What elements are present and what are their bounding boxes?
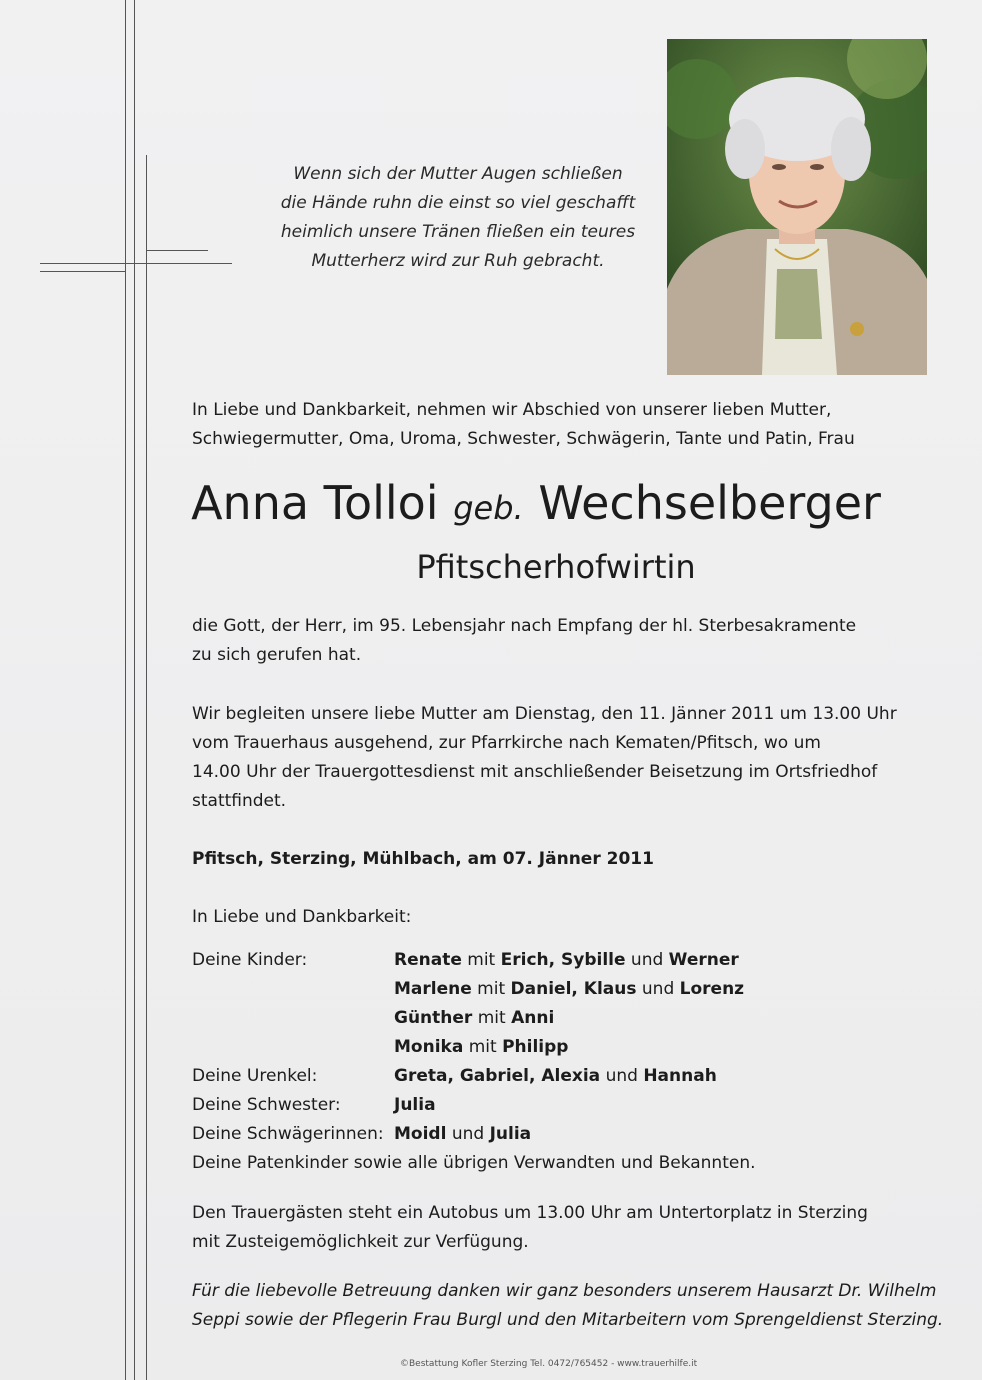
patenkinder-line: Deine Patenkinder sowie alle übrigen Verwandten und Bekannten. xyxy=(192,1153,756,1173)
kinder-row: Marlene mit Daniel, Klaus und Lorenz xyxy=(394,979,745,999)
poem-line: Wenn sich der Mutter Augen schließen xyxy=(293,164,623,184)
deceased-name xyxy=(0,473,982,538)
portrait-photo xyxy=(667,39,927,375)
funeral-line: stattfindet. xyxy=(192,791,287,811)
death-line: zu sich gerufen hat. xyxy=(192,645,362,665)
kinder-label: Deine Kinder: xyxy=(192,950,308,970)
funeral-line: 14.00 Uhr der Trauergottesdienst mit anschließender Beisetzung im Ortsfriedhof xyxy=(192,762,878,782)
urenkel-label: Deine Urenkel: xyxy=(192,1066,318,1086)
schwaegerinnen-label: Deine Schwägerinnen: xyxy=(192,1124,384,1144)
intro-text xyxy=(192,396,855,454)
funeral-line: vom Trauerhaus ausgehend, zur Pfarrkirche nach Kematen/Pfitsch, wo um xyxy=(192,733,821,753)
thanks-line: Seppi sowie der Pflegerin Frau Burgl und den Mitarbeitern vom Sprengeldienst Sterzing. xyxy=(192,1310,944,1330)
kinder-row: Günther mit Anni xyxy=(394,1008,555,1028)
intro-line: Schwiegermutter, Oma, Uroma, Schwester, Schwägerin, Tante und Patin, Frau xyxy=(192,429,855,449)
intro-line: In Liebe und Dankbarkeit, nehmen wir Abschied von unserer lieben Mutter, xyxy=(192,400,832,420)
bus-text xyxy=(192,1199,868,1257)
bus-line: Den Trauergästen steht ein Autobus um 13.00 Uhr am Untertorplatz in Sterzing xyxy=(192,1203,868,1223)
kinder-row: Renate mit Erich, Sybille und Werner xyxy=(394,950,739,970)
birth-prefix: geb. xyxy=(453,489,524,527)
poem-line: die Hände ruhn die einst so viel geschafft xyxy=(280,193,636,213)
schwester-label: Deine Schwester: xyxy=(192,1095,341,1115)
footer-imprint: ©Bestattung Kofler Sterzing Tel. 0472/765452 - www.trauerhilfe.it xyxy=(400,1359,698,1369)
deceased-title: Pfitscherhofwirtin xyxy=(416,548,696,586)
deceased-first-last: Anna Tolloi xyxy=(191,476,439,530)
place-date: Pfitsch, Sterzing, Mühlbach, am 07. Jänner 2011 xyxy=(192,849,654,869)
poem-line: Mutterherz wird zur Ruh gebracht. xyxy=(311,251,605,271)
schwester-value: Julia xyxy=(394,1095,436,1115)
death-line: die Gott, der Herr, im 95. Lebensjahr nach Empfang der hl. Sterbesakramente xyxy=(192,616,857,636)
bus-line: mit Zusteigemöglichkeit zur Verfügung. xyxy=(192,1232,529,1252)
thanks-line: Für die liebevolle Betreuung danken wir ganz besonders unserem Hausarzt Dr. Wilhelm xyxy=(192,1281,937,1301)
poem-line: heimlich unsere Tränen fließen ein teures xyxy=(280,222,636,242)
urenkel-value: Greta, Gabriel, Alexia und Hannah xyxy=(394,1066,717,1086)
thanks-text xyxy=(192,1277,943,1335)
closing-line: In Liebe und Dankbarkeit: xyxy=(192,907,412,927)
poem xyxy=(238,160,678,276)
schwaegerinnen-value: Moidl und Julia xyxy=(394,1124,532,1144)
funeral-text xyxy=(192,700,897,816)
funeral-line: Wir begleiten unsere liebe Mutter am Dienstag, den 11. Jänner 2011 um 13.00 Uhr xyxy=(192,704,897,724)
death-text xyxy=(192,612,856,670)
kinder-row: Monika mit Philipp xyxy=(394,1037,569,1057)
birth-name: Wechselberger xyxy=(538,476,881,530)
